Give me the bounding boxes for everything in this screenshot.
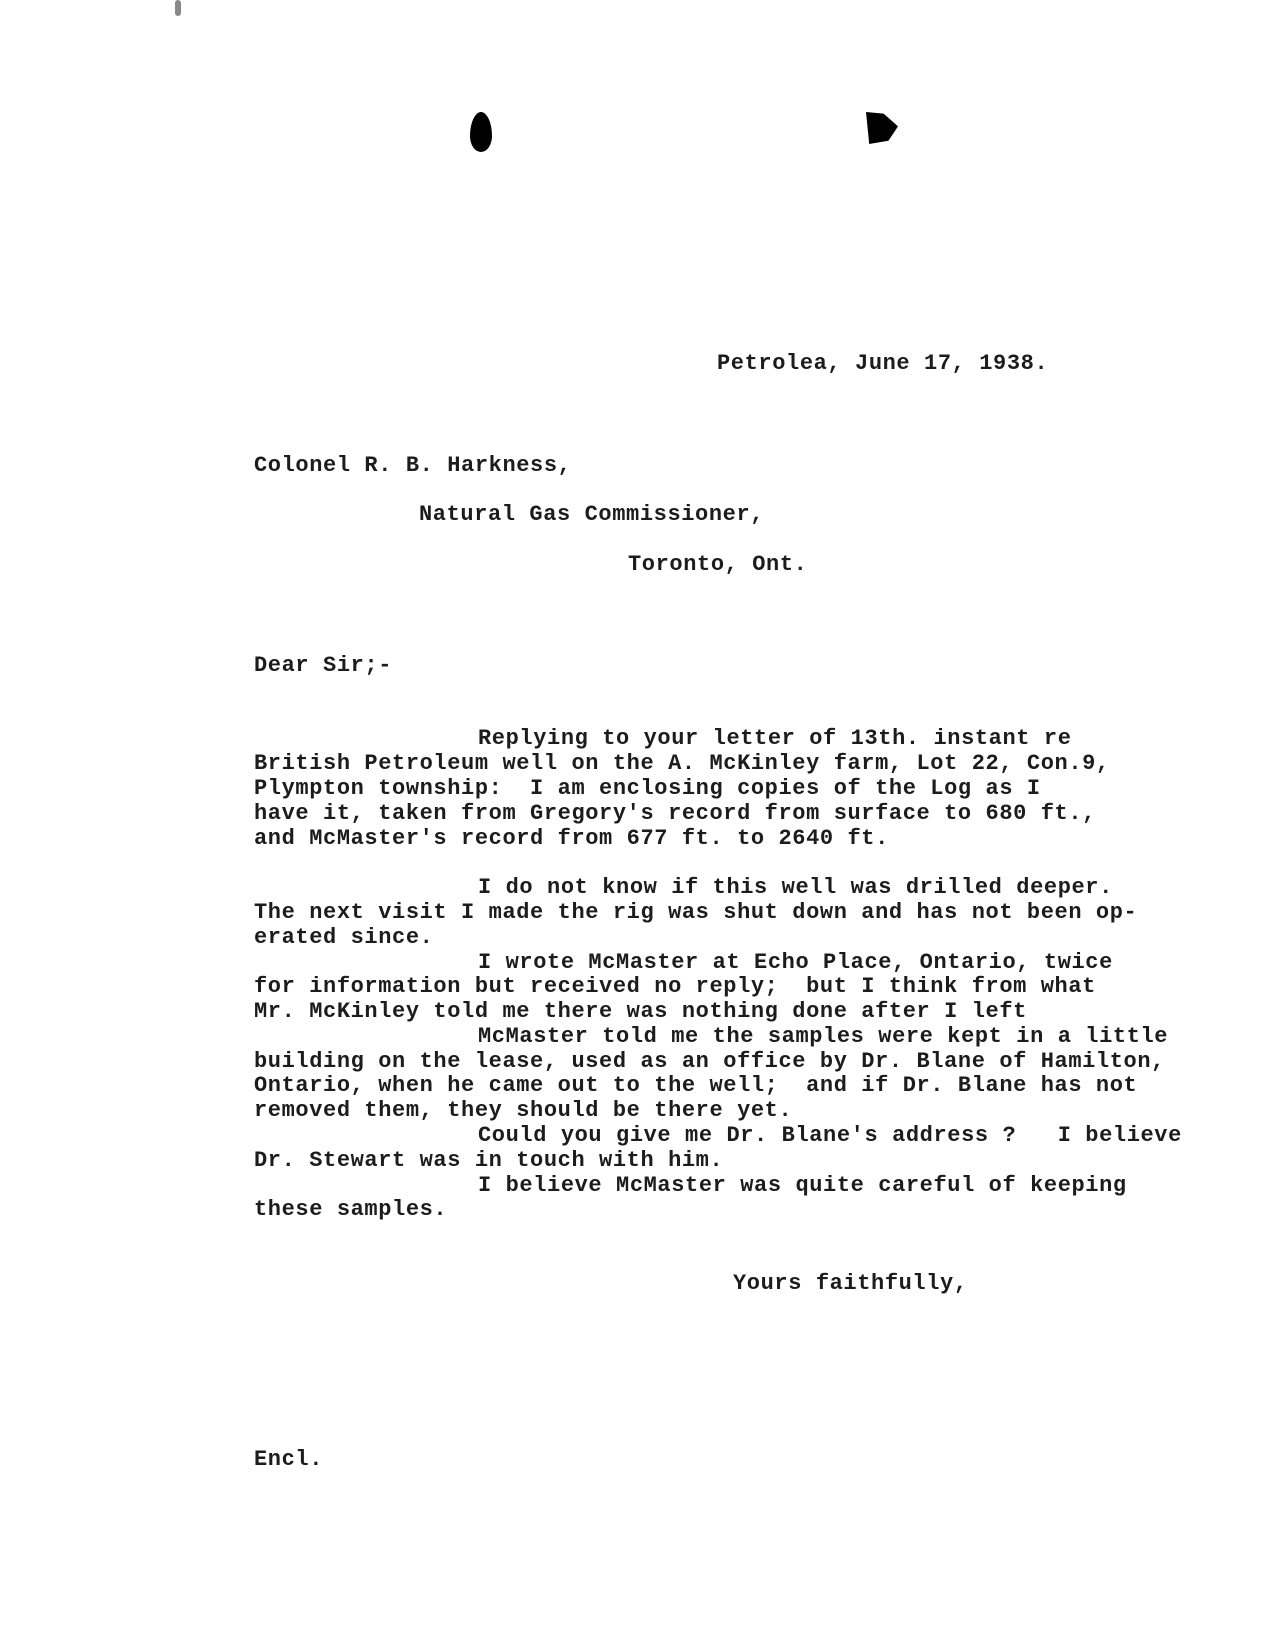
body-line: Could you give me Dr. Blane's address ? I believe: [478, 1123, 1182, 1148]
body-line: Dr. Stewart was in touch with him.: [254, 1148, 724, 1173]
body-line: The next visit I made the rig was shut down and has not been op-: [254, 900, 1138, 925]
scan-speck: [175, 0, 181, 16]
body-line: Plympton township: I am enclosing copies of the Log as I: [254, 776, 1041, 801]
body-line: Replying to your letter of 13th. instant re: [478, 726, 1072, 751]
punch-hole-right: [866, 112, 898, 144]
recipient-title: Natural Gas Commissioner,: [419, 502, 765, 527]
body-line: I do not know if this well was drilled deeper.: [478, 875, 1113, 900]
body-line: McMaster told me the samples were kept in a little: [478, 1024, 1169, 1049]
recipient-name: Colonel R. B. Harkness,: [254, 453, 572, 478]
body-line: building on the lease, used as an office by Dr. Blane of Hamilton,: [254, 1049, 1165, 1074]
body-line: I wrote McMaster at Echo Place, Ontario, twice: [478, 950, 1113, 975]
body-line: removed them, they should be there yet.: [254, 1098, 793, 1123]
closing: Yours faithfully,: [733, 1271, 968, 1296]
punch-hole-left: [470, 112, 492, 152]
body-line: have it, taken from Gregory's record from surface to 680 ft.,: [254, 801, 1096, 826]
salutation: Dear Sir;-: [254, 653, 393, 678]
body-line: for information but received no reply; but I think from what: [254, 974, 1096, 999]
dateline: Petrolea, June 17, 1938.: [717, 351, 1049, 376]
recipient-location: Toronto, Ont.: [628, 552, 808, 577]
body-line: these samples.: [254, 1197, 448, 1222]
body-line: and McMaster's record from 677 ft. to 2640 ft.: [254, 826, 889, 851]
body-line: I believe McMaster was quite careful of keeping: [478, 1173, 1127, 1198]
body-line: Ontario, when he came out to the well; and if Dr. Blane has not: [254, 1073, 1138, 1098]
body-line: erated since.: [254, 925, 434, 950]
body-line: Mr. McKinley told me there was nothing done after I left: [254, 999, 1027, 1024]
enclosure-note: Encl.: [254, 1447, 324, 1472]
body-line: British Petroleum well on the A. McKinley farm, Lot 22, Con.9,: [254, 751, 1110, 776]
